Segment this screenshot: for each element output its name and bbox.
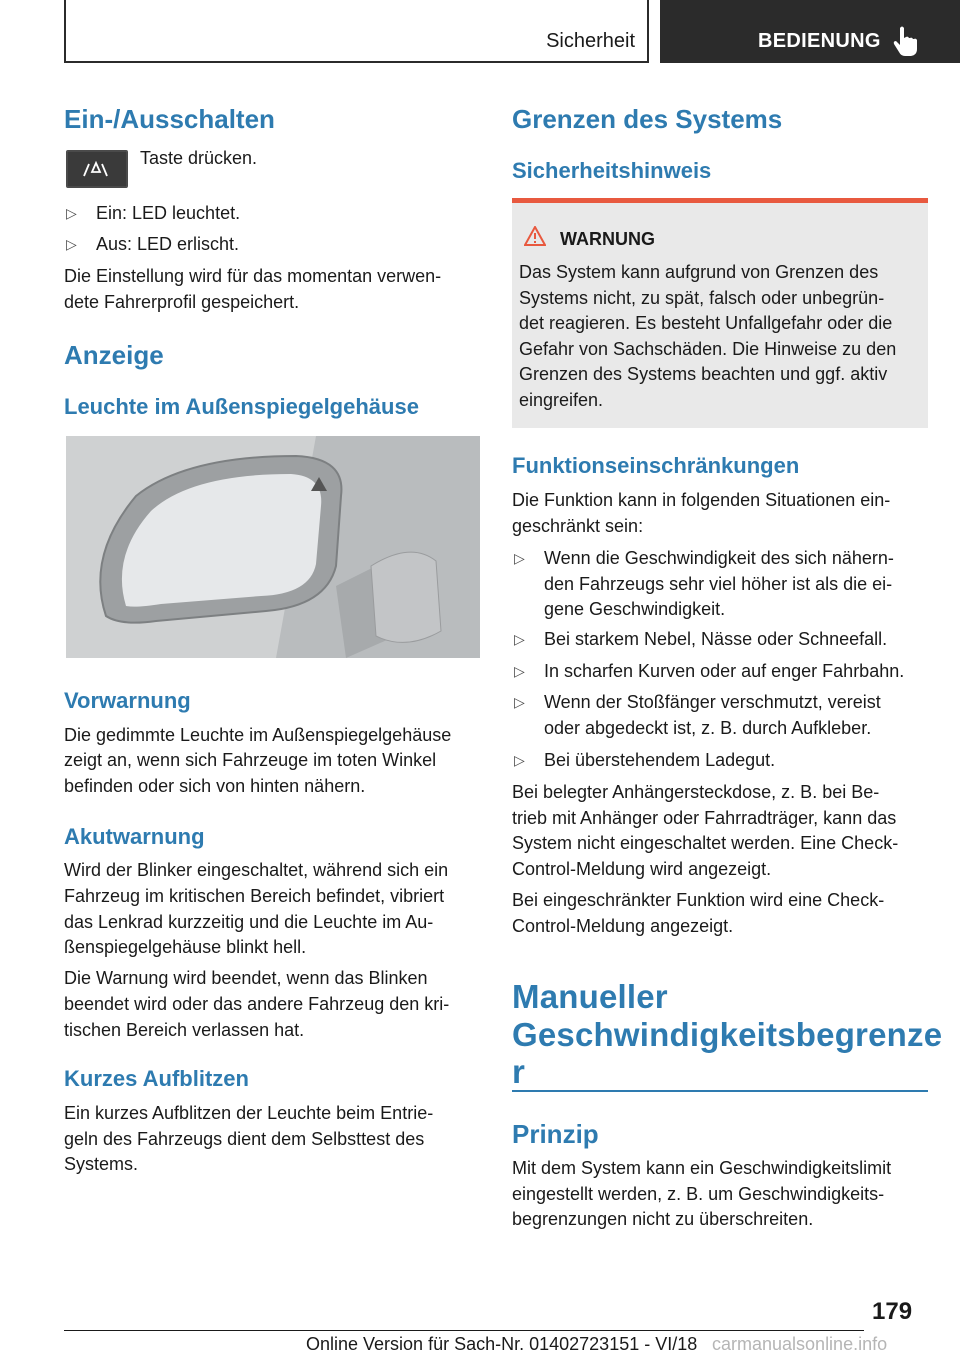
akutwarnung-line: tischen Bereich verlassen hat. xyxy=(64,1020,305,1040)
heading-vorwarnung: Vorwarnung xyxy=(64,688,191,713)
heading-leuchte: Leuchte im Außenspiegelgehäuse xyxy=(64,394,419,419)
warning-triangle-icon xyxy=(524,226,546,246)
akutwarnung-line: Fahrzeug im kritischen Bereich befindet, vibriert xyxy=(64,886,445,906)
list-item: ▷ Wenn der Stoßfänger verschmutzt, vereist oder abgedeckt ist, z. B. durch Aufkleber. xyxy=(512,690,881,741)
list-item: ▷ Bei starkem Nebel, Nässe oder Schneefall. xyxy=(512,627,887,653)
anhaenger-line: Control-Meldung wird angezeigt. xyxy=(512,859,772,879)
page-number: 179 xyxy=(872,1298,913,1325)
vorwarnung-line: zeigt an, wenn sich Fahrzeuge im toten Winkel xyxy=(64,750,437,770)
warning-line: Systems nicht, zu spät, falsch oder unbegrün- xyxy=(519,287,885,308)
akutwarnung-line: ßenspiegelgehäuse blinkt hell. xyxy=(64,937,307,957)
funktion-line: geschränkt sein: xyxy=(512,516,644,536)
warning-line: det reagieren. Es besteht Unfallgefahr oder die xyxy=(519,313,893,333)
lane-change-warning-button-icon xyxy=(66,150,128,188)
eingeschraenkt-line: Control-Meldung angezeigt. xyxy=(512,916,734,936)
akutwarnung-line: beendet wird oder das andere Fahrzeug den kri- xyxy=(64,994,450,1014)
bullet-triangle-icon: ▷ xyxy=(514,752,525,768)
warning-box xyxy=(512,198,928,428)
einstellung-line: Die Einstellung wird für das momentan verwen- xyxy=(64,266,442,286)
taste-text: Taste drücken. xyxy=(140,148,258,168)
header-section-box xyxy=(64,0,649,63)
prinzip-line: begrenzungen nicht zu überschreiten. xyxy=(512,1209,814,1229)
mirror-illustration xyxy=(66,436,480,658)
list-item: ▷ In scharfen Kurven oder auf enger Fahrbahn. xyxy=(512,659,904,685)
bullet-triangle-icon: ▷ xyxy=(514,663,525,679)
anhaenger-line: Bei belegter Anhängersteckdose, z. B. bei Be- xyxy=(512,782,880,802)
header-section-title: Sicherheit xyxy=(546,30,635,52)
aufblitzen-line: Ein kurzes Aufblitzen der Leuchte beim Entrie- xyxy=(64,1103,434,1123)
vorwarnung-line: Die gedimmte Leuchte im Außenspiegelgehäuse xyxy=(64,725,452,745)
prinzip-line: eingestellt werden, z. B. um Geschwindigkeits- xyxy=(512,1184,885,1204)
anhaenger-line: System nicht eingeschaltet werden. Eine Check- xyxy=(512,833,899,853)
section-divider xyxy=(512,1090,928,1092)
heading-grenzen: Grenzen des Systems xyxy=(512,104,783,134)
heading-funktionseinschraenkungen: Funktionseinschränkungen xyxy=(512,453,800,478)
chapter-title-line: Manueller xyxy=(512,978,668,1015)
bullet-triangle-icon: ▷ xyxy=(514,631,525,647)
bullet-triangle-icon: ▷ xyxy=(66,205,77,221)
chapter-title-line: r xyxy=(512,1053,526,1090)
akutwarnung-line: Die Warnung wird beendet, wenn das Blinken xyxy=(64,968,428,988)
akutwarnung-line: Wird der Blinker eingeschaltet, während sich ein xyxy=(64,860,449,880)
warning-line: eingreifen. xyxy=(519,389,604,410)
warning-line: Gefahr von Sachschäden. Die Hinweise zu den xyxy=(519,338,897,359)
anhaenger-line: trieb mit Anhänger oder Fahrradträger, kann das xyxy=(512,808,897,828)
vorwarnung-line: befinden oder sich von hinten nähern. xyxy=(64,776,366,796)
list-item: ▷ Wenn die Geschwindigkeit des sich nähern- den Fahrzeugs sehr viel höher ist als die ei- gene Geschwindigkeit. xyxy=(512,546,894,623)
aufblitzen-line: Systems. xyxy=(64,1154,139,1174)
prinzip-line: Mit dem System kann ein Geschwindigkeitslimit xyxy=(512,1158,892,1178)
heading-anzeige: Anzeige xyxy=(64,340,164,370)
heading-sicherheitshinweis: Sicherheitshinweis xyxy=(512,158,712,183)
list-item: ▷ Aus: LED erlischt. xyxy=(64,232,239,258)
list-item: ▷ Ein: LED leuchtet. xyxy=(64,201,240,227)
eingeschraenkt-line: Bei eingeschränkter Funktion wird eine Check- xyxy=(512,890,885,910)
list-item: ▷ Bei überstehendem Ladegut. xyxy=(512,748,775,774)
bullet-triangle-icon: ▷ xyxy=(66,236,77,252)
warning-line: Das System kann aufgrund von Grenzen des xyxy=(519,262,879,282)
funktion-line: Die Funktion kann in folgenden Situationen ein- xyxy=(512,490,891,510)
footer-watermark: carmanualsonline.info xyxy=(712,1334,888,1354)
heading-kurzes-aufblitzen: Kurzes Aufblitzen xyxy=(64,1066,249,1091)
footer-online-version: Online Version für Sach-Nr. 01402723151 - VI/18 xyxy=(306,1334,698,1354)
warning-title: WARNUNG xyxy=(560,229,655,249)
warning-body xyxy=(519,260,923,413)
chapter-title-line: Geschwindigkeitsbegrenze xyxy=(512,1016,943,1053)
header-chapter-box xyxy=(660,0,960,63)
heading-akutwarnung: Akutwarnung xyxy=(64,824,205,849)
header-chapter-title: BEDIENUNG xyxy=(758,30,881,52)
einstellung-line: dete Fahrerprofil gespeichert. xyxy=(64,292,300,312)
bullet-triangle-icon: ▷ xyxy=(514,550,525,566)
footer-divider xyxy=(64,1330,864,1331)
akutwarnung-line: das Lenkrad kurzzeitig und die Leuchte im Au- xyxy=(64,912,434,932)
aufblitzen-line: geln des Fahrzeugs dient dem Selbsttest des xyxy=(64,1129,425,1149)
hand-pointer-icon xyxy=(892,24,920,56)
bullet-triangle-icon: ▷ xyxy=(514,694,525,710)
heading-ein-ausschalten: Ein-/Ausschalten xyxy=(64,104,275,134)
heading-prinzip: Prinzip xyxy=(512,1119,599,1149)
warning-line: Grenzen des Systems beachten und ggf. aktiv xyxy=(519,364,888,384)
